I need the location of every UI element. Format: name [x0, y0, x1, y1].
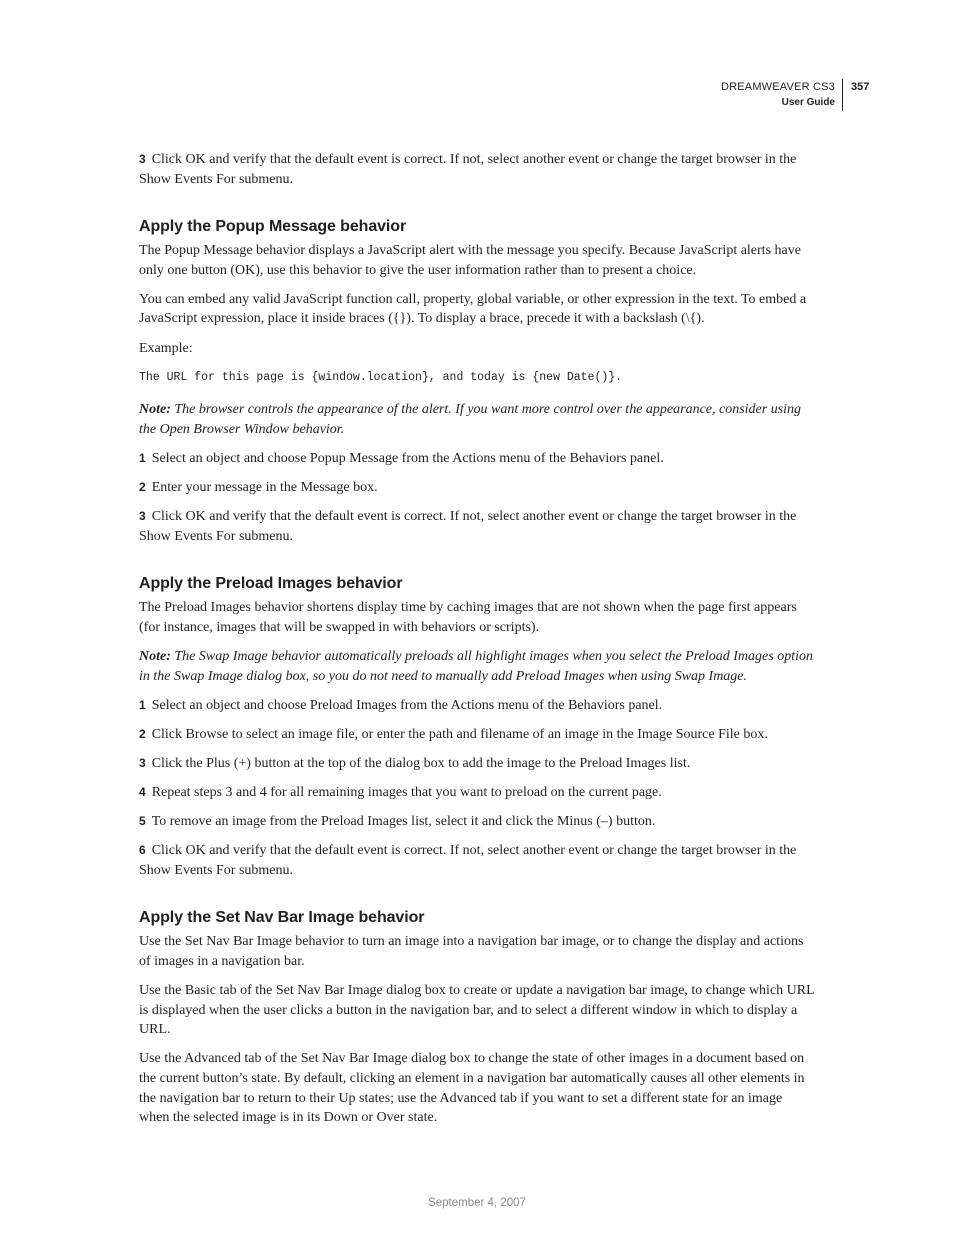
step: [139, 150, 815, 189]
step-number: 2: [139, 726, 146, 741]
step-text: Click OK and verify that the default event is correct. If not, select another event or change the target browser in the Show Events For submenu.: [139, 152, 797, 187]
step: [139, 478, 815, 498]
running-header: [721, 79, 843, 111]
header-text: [721, 79, 843, 111]
step-text: Enter your message in the Message box.: [151, 480, 378, 496]
step-number: 4: [139, 784, 146, 799]
step-number: 1: [139, 450, 146, 465]
product-name: DREAMWEAVER CS3: [720, 81, 835, 93]
step-number: 5: [139, 814, 146, 829]
step: [139, 449, 815, 469]
step: [139, 696, 815, 716]
step: [139, 812, 815, 832]
step: [139, 725, 815, 745]
step: [139, 754, 815, 774]
section-heading-preload: Apply the Preload Images behavior: [139, 575, 403, 593]
step-number: 1: [139, 697, 146, 712]
step-text: Click Browse to select an image file, or enter the path and filename of an image in the Image Source File box.: [151, 726, 768, 742]
paragraph: Use the Basic tab of the Set Nav Bar Image dialog box to create or update a navigation bar image, to change which URL is displayed when the user clicks a button in the navigation bar, and to select a different window in which to display a URL.: [139, 983, 815, 1038]
note-text: The browser controls the appearance of the alert. If you want more control over the appearance, consider using the Open Browser Window behavior.: [139, 402, 802, 437]
paragraph: The Preload Images behavior shortens display time by caching images that are not shown when the page first appears (for instance, images that will be swapped in with behaviors or scripts).: [139, 600, 797, 635]
step: [139, 783, 815, 803]
footer-date: September 4, 2007: [428, 1197, 526, 1209]
note-label: Note:: [139, 402, 171, 418]
note: [139, 647, 815, 686]
section-heading-popup: Apply the Popup Message behavior: [139, 218, 407, 236]
step-text: Click OK and verify that the default event is correct. If not, select another event or change the target browser in the Show Events For submenu.: [139, 509, 797, 544]
step-number: 2: [139, 480, 146, 495]
page-content: [139, 150, 815, 1137]
step-text: To remove an image from the Preload Images list, select it and click the Minus (–) button.: [151, 814, 656, 830]
note-label: Note:: [139, 649, 171, 664]
example-label: Example:: [139, 340, 193, 356]
step-text: Select an object and choose Popup Message from the Actions menu of the Behaviors panel.: [151, 450, 664, 466]
step: [139, 507, 815, 546]
code-example: The URL for this page is {window.location}, and today is {new Date()}.: [139, 370, 623, 384]
paragraph: The Popup Message behavior displays a JavaScript alert with the message you specify. Because JavaScript alerts have only one button (OK), use this behavior to give the user information rather than to present a choice.: [139, 243, 801, 278]
paragraph: Use the Advanced tab of the Set Nav Bar Image dialog box to change the state of other images in a document based on the current button’s state. By default, clicking an element in a navigation bar automatically causes all other elements in the navigation bar to return to their Up states; use the Advanced tab if you want to set a different state for an image when the selected image is in its Down or Over state.: [139, 1051, 805, 1126]
step-number: 3: [139, 152, 146, 166]
guide-name: User Guide: [781, 97, 835, 108]
step-number: 6: [139, 843, 146, 858]
step-text: Click OK and verify that the default event is correct. If not, select another event or change the target browser in the Show Events For submenu.: [139, 843, 797, 878]
paragraph: You can embed any valid JavaScript function call, property, global variable, or other expression in the text. To embed a JavaScript expression, place it inside braces ({}). To display a brace, precede it with a backslash (\{).: [139, 291, 807, 327]
section-heading-navbar: Apply the Set Nav Bar Image behavior: [139, 909, 425, 927]
note: [139, 400, 815, 439]
step-number: 3: [139, 509, 146, 524]
step-number: 3: [139, 755, 146, 770]
step: [139, 841, 815, 880]
paragraph: Use the Set Nav Bar Image behavior to turn an image into a navigation bar image, or to change the display and actions of images in a navigation bar.: [139, 934, 804, 969]
note-text: The Swap Image behavior automatically preloads all highlight images when you select the Preload Images option in the Swap Image dialog box, so you do not need to manually add Preload Images when using Swap Image.: [139, 649, 813, 684]
page-number: 357: [851, 81, 870, 93]
step-text: Click the Plus (+) button at the top of the dialog box to add the image to the Preload Images list.: [151, 755, 691, 771]
step-text: Repeat steps 3 and 4 for all remaining images that you want to preload on the current page.: [151, 784, 662, 800]
step-text: Select an object and choose Preload Images from the Actions menu of the Behaviors panel.: [151, 697, 663, 713]
